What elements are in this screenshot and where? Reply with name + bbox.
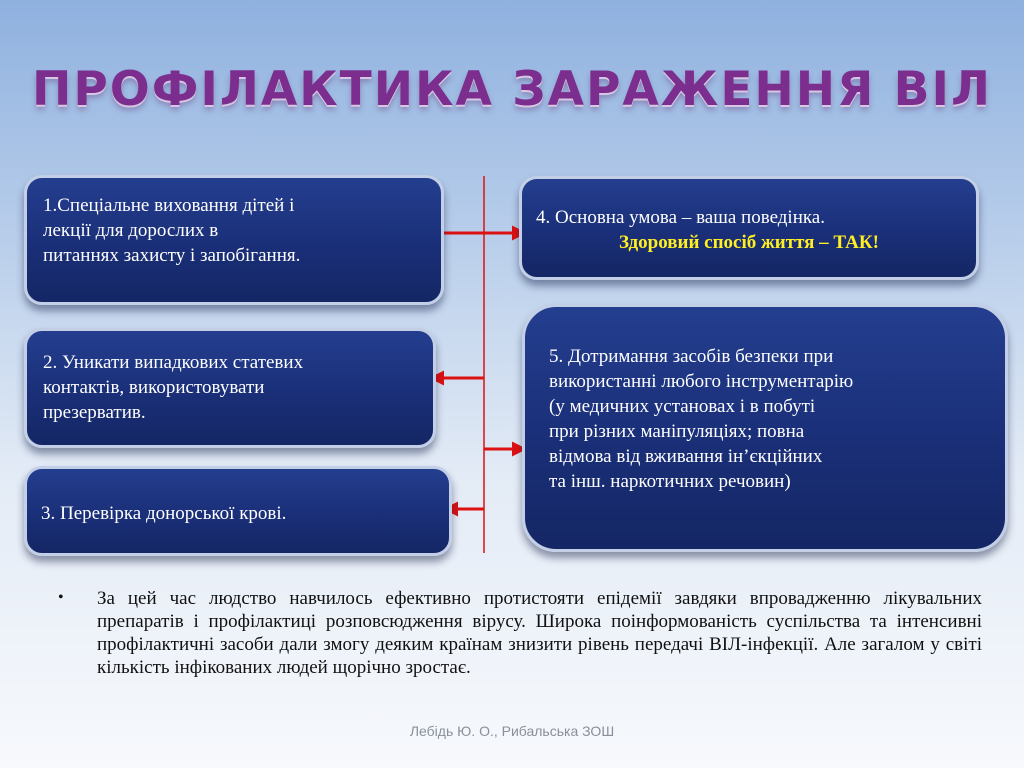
bullet-marker: •: [58, 589, 64, 606]
healthy-lifestyle-highlight: Здоровий спосіб життя – ТАК!: [619, 232, 879, 253]
box-line: 3. Перевірка донорської крові.: [41, 503, 287, 524]
box-line: 4. Основна умова – ваша поведінка.: [536, 207, 825, 228]
box-line: контактів, використовувати: [43, 377, 265, 398]
box-line: презерватив.: [43, 402, 146, 423]
box-main-condition: [519, 176, 979, 280]
box-donor-blood-check: [24, 466, 452, 556]
box-line: при різних маніпуляціях; повна: [549, 421, 805, 442]
box-line: лекції для дорослих в: [43, 220, 219, 241]
box-line: питаннях захисту і запобігання.: [43, 245, 301, 266]
box-line: 5. Дотримання засобів безпеки при: [549, 346, 834, 367]
slide-title: ПРОФІЛАКТИКА ЗАРАЖЕННЯ ВІЛ: [31, 62, 992, 117]
box-line: (у медичних установах і в побуті: [549, 396, 816, 417]
box-line: 2. Уникати випадкових статевих: [43, 352, 304, 373]
box-line: 1.Спеціальне виховання дітей і: [43, 195, 295, 216]
footer-author: Лебідь Ю. О., Рибальська ЗОШ: [409, 723, 615, 739]
box-line: та інш. наркотичних речовин): [549, 471, 791, 492]
box-safety-measures: [522, 304, 1008, 552]
box-line: відмова від вживання ін’єкційних: [549, 446, 823, 467]
box-line: використанні любого інструментарію: [549, 371, 854, 392]
box-special-education: [24, 175, 444, 305]
box-avoid-contacts: [24, 328, 436, 448]
bullet-paragraph: За цей час людство навчилось ефективно протистояти епідемії завдяки впровадженню лікувальних препаратів і профілактиці розповсюдження вірусу. Широка поінформованість суспільства та інтенсивні профілактичні засоби дали змогу деяким країнам знизити рівень передачі ВІЛ-інфекції. Але загалом у світі кількість інфікованих людей щорічно зростає.: [97, 588, 982, 678]
